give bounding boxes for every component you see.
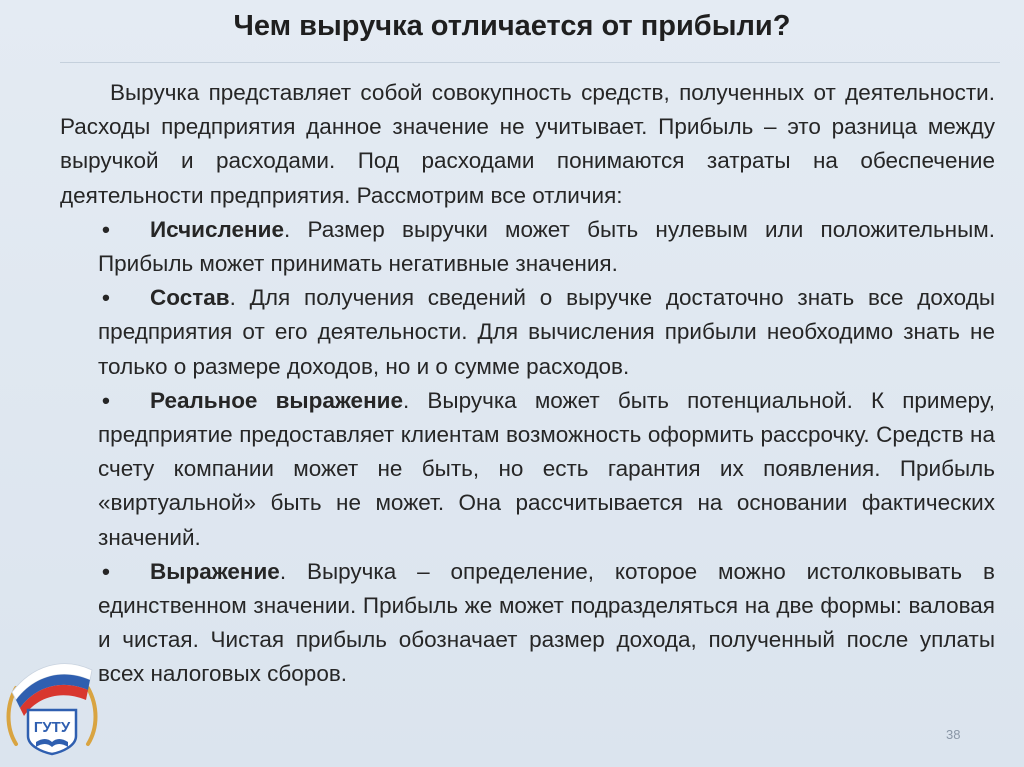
point-text: . Выручка может быть потенциальной. К примеру, предприятие предоставляет клиентам возможность оформить рассрочку. Средств на счету компании может не быть, но есть гарантия их появления. Прибыль «виртуальной» быть не может. Она рассчитывается на основании фактических значений. [98,387,995,550]
point-text: . Размер выручки может быть нулевым или положительным. Прибыль может принимать негативные значения. [98,216,995,277]
point-text: . Для получения сведений о выручке достаточно знать все доходы предприятия от его деятельности. Для вычисления прибыли необходимо знать не только о размере доходов, но и о сумме расходов. [98,285,995,379]
slide-title: Чем выручка отличается от прибыли? [233,10,791,42]
point-term: Исчисление [150,216,284,242]
page-number: 38 [946,727,961,742]
university-logo-icon [2,648,102,758]
bullet-icon: • [102,387,110,413]
slide-body [60,76,995,692]
bullet-list [60,213,995,692]
intro-paragraph: Выручка представляет собой совокупность средств, полученных от деятельности. Расходы предприятия данное значение не учитывает. Прибыль – это разница между выручкой и расходами. Под расходами понимаются затраты на обеспечение деятельности предприятия. Рассмотрим все отличия: [60,80,995,208]
point-term: Состав [150,285,230,311]
svg-text:ГУТУ: ГУТУ [33,719,71,736]
point-text: . Выручка – определение, которое можно истолковывать в единственном значении. Прибыль же может подразделяться на две формы: валовая и чистая. Чистая прибыль обозначает размер дохода, полученный после уплаты всех налоговых сборов. [98,558,995,687]
bullet-icon: • [102,558,110,584]
list-item [60,555,995,692]
bullet-icon: • [102,216,110,242]
point-term: Реальное выражение [150,387,404,413]
bullet-icon: • [102,285,110,311]
list-item [60,213,995,281]
list-item [60,384,995,555]
point-term: Выражение [150,558,280,584]
title-divider [60,62,1000,63]
list-item [60,281,995,384]
